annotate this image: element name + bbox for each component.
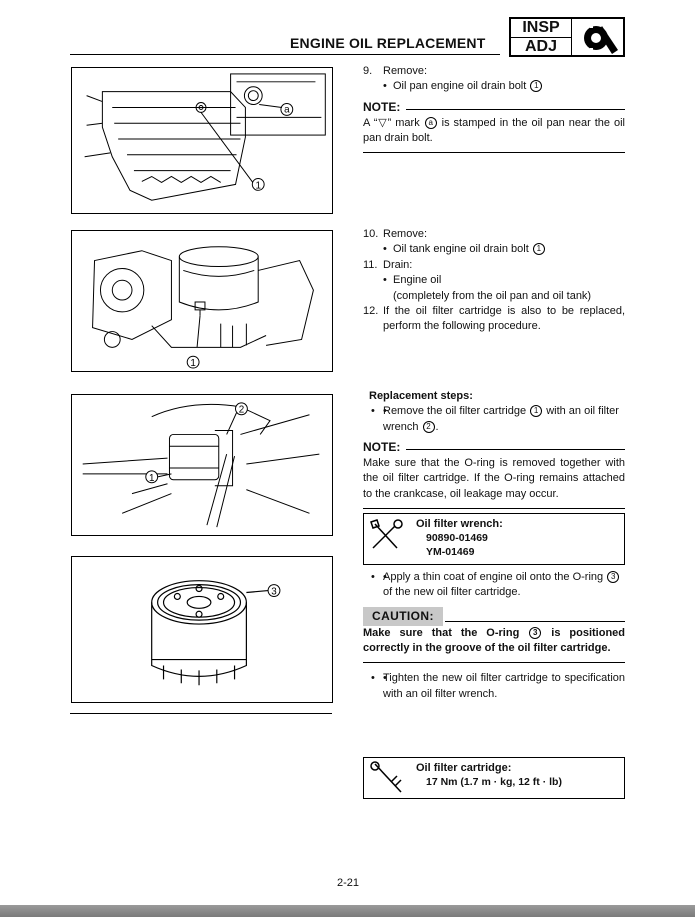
figure3-callout-2: 2 bbox=[238, 404, 245, 416]
section-replacement-steps bbox=[363, 389, 625, 509]
bullet-item: • • Apply a thin coat of engine oil onto the O-ring 3 of the new oil filter cartridge. bbox=[363, 570, 625, 601]
figure-oil-tank-drain-bolt bbox=[71, 230, 333, 372]
tool-part-number: YM-01469 bbox=[426, 546, 475, 559]
section-drain-oil bbox=[363, 227, 625, 335]
figure-oil-filter-cartridge bbox=[71, 556, 333, 703]
step-12: 12. If the oil filter cartridge is also to be replaced, perform the following procedure. bbox=[363, 304, 625, 333]
step-9 bbox=[363, 64, 625, 79]
oil-pan-illustration bbox=[72, 68, 332, 213]
tool-part-number: 90890-01469 bbox=[426, 532, 488, 545]
section-remove-oil-pan-bolt bbox=[363, 64, 625, 153]
bullet-item: • Oil tank engine oil drain bolt 1 bbox=[363, 242, 625, 257]
page-number: 2-21 bbox=[337, 877, 360, 889]
torque-wrench-icon bbox=[367, 760, 409, 796]
figure-oil-pan-drain-bolt bbox=[71, 67, 333, 214]
special-tool-box bbox=[363, 513, 625, 565]
special-tool-icon bbox=[367, 518, 409, 554]
page-title: ENGINE OIL REPLACEMENT bbox=[290, 35, 486, 51]
badge-insp: INSP bbox=[511, 19, 572, 38]
section-badge bbox=[509, 17, 625, 57]
tool-title: Oil filter wrench: bbox=[416, 518, 503, 530]
bullet-item: • • Remove the oil filter cartridge 1 with an oil filter wrench 2 . bbox=[363, 404, 625, 435]
figure4-callout-3: 3 bbox=[271, 586, 277, 598]
bullet-item: • • Tighten the new oil filter cartridge to specification with an oil filter wrench. bbox=[363, 671, 625, 702]
step-number: 9. bbox=[363, 65, 373, 77]
figure-oil-filter-removal bbox=[71, 394, 333, 536]
step-10: 10. Remove: bbox=[363, 228, 428, 240]
ref-marker: 1 bbox=[533, 243, 545, 255]
footer-bar bbox=[0, 905, 695, 917]
step-11: 11. Drain: bbox=[363, 258, 413, 271]
bullet-item: • Engine oil bbox=[363, 273, 625, 288]
caution-heading: CAUTION: bbox=[363, 607, 625, 626]
ref-marker: 3 bbox=[529, 627, 541, 639]
figure3-callout-1: 1 bbox=[148, 472, 155, 484]
note-body: A “▽” mark a is stamped in the oil pan near the oil pan drain bolt. bbox=[363, 116, 625, 154]
section-install-filter bbox=[363, 570, 625, 702]
bullet-subtext: (completely from the oil pan and oil tank) bbox=[393, 289, 592, 302]
figure2-callout-1: 1 bbox=[190, 358, 196, 370]
note-body: Make sure that the O-ring is removed together with the oil filter cartridge. If the O-ring remains attached to the crankcase, oil leakage may occur. bbox=[363, 456, 625, 509]
ref-marker: a bbox=[425, 117, 437, 129]
oil-filter-cartridge-illustration bbox=[72, 557, 332, 702]
ref-marker: 3 bbox=[607, 571, 619, 583]
note-heading: NOTE: bbox=[363, 99, 625, 116]
oil-filter-wrench-illustration bbox=[72, 395, 332, 535]
bullet-item: • Oil pan engine oil drain bolt 1 bbox=[363, 79, 625, 94]
ref-marker: 2 bbox=[423, 421, 435, 433]
oil-tank-illustration bbox=[72, 231, 332, 371]
ref-marker: 1 bbox=[530, 80, 542, 92]
note-heading: NOTE: bbox=[363, 439, 625, 456]
wrench-gear-icon bbox=[574, 20, 622, 56]
torque-title: Oil filter cartridge: bbox=[416, 762, 512, 774]
badge-adj: ADJ bbox=[511, 38, 572, 57]
figure-column-rule bbox=[70, 713, 332, 714]
torque-spec-box bbox=[363, 757, 625, 799]
caution-body: Make sure that the O-ring 3 is positioned correctly in the groove of the oil filter cartridge. bbox=[363, 626, 625, 664]
replacement-heading: Replacement steps: bbox=[369, 390, 473, 402]
header-rule bbox=[70, 54, 500, 55]
ref-marker: 1 bbox=[530, 405, 542, 417]
figure1-callout-1: 1 bbox=[255, 180, 261, 192]
torque-value: 17 Nm (1.7 m · kg, 12 ft · lb) bbox=[426, 776, 562, 789]
figure1-callout-a: a bbox=[284, 104, 290, 116]
step-label: Remove: bbox=[383, 65, 428, 77]
